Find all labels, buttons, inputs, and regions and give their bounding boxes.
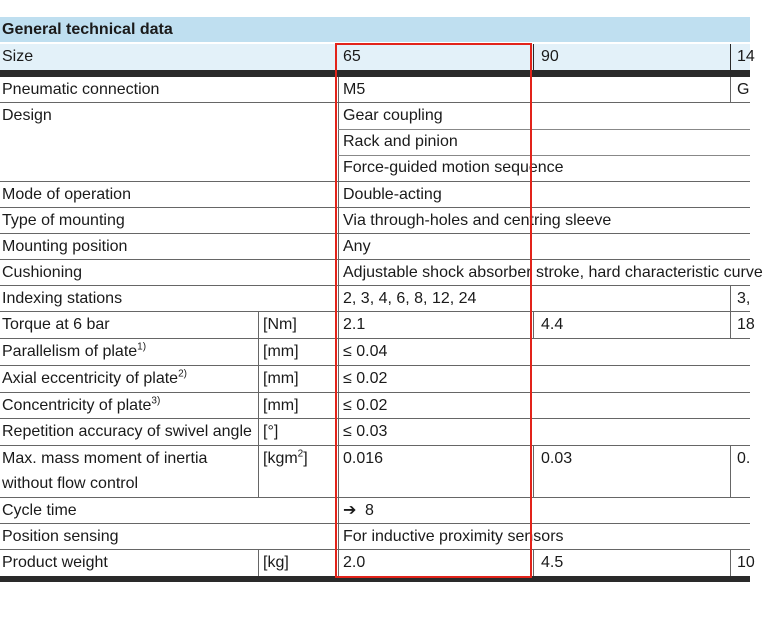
row-label bbox=[2, 366, 187, 392]
unit-bracket: ] bbox=[303, 450, 308, 467]
value-65: 2.0 bbox=[343, 554, 366, 571]
table-row bbox=[0, 550, 755, 576]
value-65: 2.1 bbox=[343, 316, 366, 333]
column-separator bbox=[258, 446, 259, 498]
value-65: Force-guided motion sequence bbox=[343, 159, 564, 176]
row-label: Mounting position bbox=[2, 238, 128, 255]
row-label-continued: without flow control bbox=[2, 475, 139, 492]
column-separator bbox=[533, 446, 534, 498]
column-separator bbox=[730, 446, 731, 498]
label-text: Axial eccentricity of plate bbox=[2, 370, 179, 387]
column-separator bbox=[338, 419, 339, 446]
table-row bbox=[0, 260, 763, 286]
row-label: Design bbox=[2, 107, 52, 124]
unit-exponent: 2 bbox=[297, 448, 304, 460]
column-separator bbox=[338, 498, 339, 524]
value-65: ≤ 0.04 bbox=[343, 343, 388, 360]
row-unit bbox=[263, 446, 308, 472]
row-label bbox=[2, 393, 160, 419]
value-90: 0.03 bbox=[541, 450, 573, 467]
row-label bbox=[2, 339, 146, 365]
row-label: Pneumatic connection bbox=[2, 81, 160, 98]
table-row bbox=[0, 312, 755, 339]
table-row bbox=[0, 208, 750, 234]
column-separator bbox=[338, 366, 339, 393]
column-separator bbox=[338, 446, 339, 498]
value-65: M5 bbox=[343, 81, 366, 98]
column-separator bbox=[338, 77, 339, 103]
column-separator bbox=[338, 393, 339, 419]
value-65: Rack and pinion bbox=[343, 133, 458, 150]
row-unit: [mm] bbox=[263, 370, 299, 387]
table-row bbox=[0, 339, 750, 366]
header-rule bbox=[0, 70, 750, 77]
value-65: ≤ 0.02 bbox=[343, 370, 388, 387]
value-65: ≤ 0.02 bbox=[343, 397, 388, 414]
row-label: Type of mounting bbox=[2, 212, 125, 229]
table-row bbox=[0, 446, 750, 498]
column-separator bbox=[730, 550, 731, 576]
value-65: Adjustable shock absorber stroke, hard characteristic curve bbox=[343, 264, 763, 281]
value-14x: 3, bbox=[737, 290, 751, 307]
size-header-row bbox=[0, 44, 755, 70]
table-row bbox=[0, 498, 750, 524]
column-separator bbox=[338, 208, 339, 234]
row-unit: [Nm] bbox=[263, 316, 297, 333]
arrow-right-icon: ➔ bbox=[343, 502, 357, 519]
row-label: Max. mass moment of inertia bbox=[2, 450, 208, 467]
value-65: Gear coupling bbox=[343, 107, 443, 124]
column-separator bbox=[533, 550, 534, 576]
table-row bbox=[0, 524, 750, 550]
column-separator bbox=[338, 103, 339, 182]
row-unit: [kg] bbox=[263, 554, 289, 571]
column-separator bbox=[258, 339, 259, 366]
value-14x: G bbox=[737, 81, 750, 98]
value-65: 0.016 bbox=[343, 450, 384, 467]
table-row bbox=[0, 103, 750, 182]
column-separator bbox=[338, 550, 339, 576]
column-separator bbox=[730, 286, 731, 312]
table-row bbox=[0, 366, 750, 393]
value-65: Via through-holes and centring sleeve bbox=[343, 212, 612, 229]
value-90: 4.5 bbox=[541, 554, 564, 571]
footnote-ref: 1) bbox=[137, 341, 147, 353]
value-14x: 18 bbox=[737, 316, 755, 333]
size-label: Size bbox=[2, 48, 34, 65]
size-separator bbox=[730, 44, 731, 70]
footnote-ref: 3) bbox=[151, 395, 161, 407]
column-separator bbox=[533, 312, 534, 339]
row-label: Position sensing bbox=[2, 528, 119, 545]
footnote-ref: 2) bbox=[178, 368, 187, 380]
value-90: 4.4 bbox=[541, 316, 564, 333]
column-separator bbox=[258, 550, 259, 576]
row-unit: [mm] bbox=[263, 397, 299, 414]
table-row bbox=[0, 286, 750, 312]
column-separator bbox=[258, 393, 259, 419]
value-65: 2, 3, 4, 6, 8, 12, 24 bbox=[343, 290, 477, 307]
column-separator bbox=[338, 234, 339, 260]
row-label: Indexing stations bbox=[2, 290, 123, 307]
column-separator bbox=[338, 286, 339, 312]
table-row bbox=[0, 419, 750, 446]
row-label: Mode of operation bbox=[2, 186, 131, 203]
label-text: Concentricity of plate bbox=[2, 397, 152, 414]
column-separator bbox=[258, 312, 259, 339]
value-65: 8 bbox=[365, 502, 374, 519]
table-row bbox=[0, 182, 750, 208]
column-separator bbox=[258, 366, 259, 393]
table-row bbox=[0, 77, 750, 103]
unit-text: [kgm bbox=[263, 450, 298, 467]
row-label: Product weight bbox=[2, 554, 108, 571]
size-65: 65 bbox=[343, 48, 361, 65]
row-label: Cycle time bbox=[2, 502, 77, 519]
value-65: ≤ 0.03 bbox=[343, 423, 388, 440]
value-14x: 10 bbox=[737, 554, 755, 571]
size-14x: 14 bbox=[737, 48, 755, 65]
row-label: Repetition accuracy of swivel angle bbox=[2, 423, 252, 440]
value-65: For inductive proximity sensors bbox=[343, 528, 564, 545]
column-separator bbox=[258, 419, 259, 446]
row-label: Cushioning bbox=[2, 264, 83, 281]
row-label: Torque at 6 bar bbox=[2, 316, 110, 333]
footer-rule bbox=[0, 576, 750, 582]
table-title: General technical data bbox=[0, 17, 750, 42]
table-row bbox=[0, 234, 750, 260]
column-separator bbox=[338, 260, 339, 286]
size-90: 90 bbox=[541, 48, 559, 65]
column-separator bbox=[338, 339, 339, 366]
column-separator bbox=[730, 312, 731, 339]
table-row bbox=[0, 393, 750, 419]
value-65: Any bbox=[343, 238, 371, 255]
column-separator bbox=[338, 182, 339, 208]
column-separator bbox=[338, 312, 339, 339]
column-separator bbox=[338, 524, 339, 550]
row-unit: [mm] bbox=[263, 343, 299, 360]
size-separator bbox=[533, 44, 534, 70]
value-65: Double-acting bbox=[343, 186, 442, 203]
row-unit: [°] bbox=[263, 423, 279, 440]
label-text: Parallelism of plate bbox=[2, 343, 138, 360]
column-separator bbox=[730, 77, 731, 103]
value-14x: 0. bbox=[737, 450, 751, 467]
